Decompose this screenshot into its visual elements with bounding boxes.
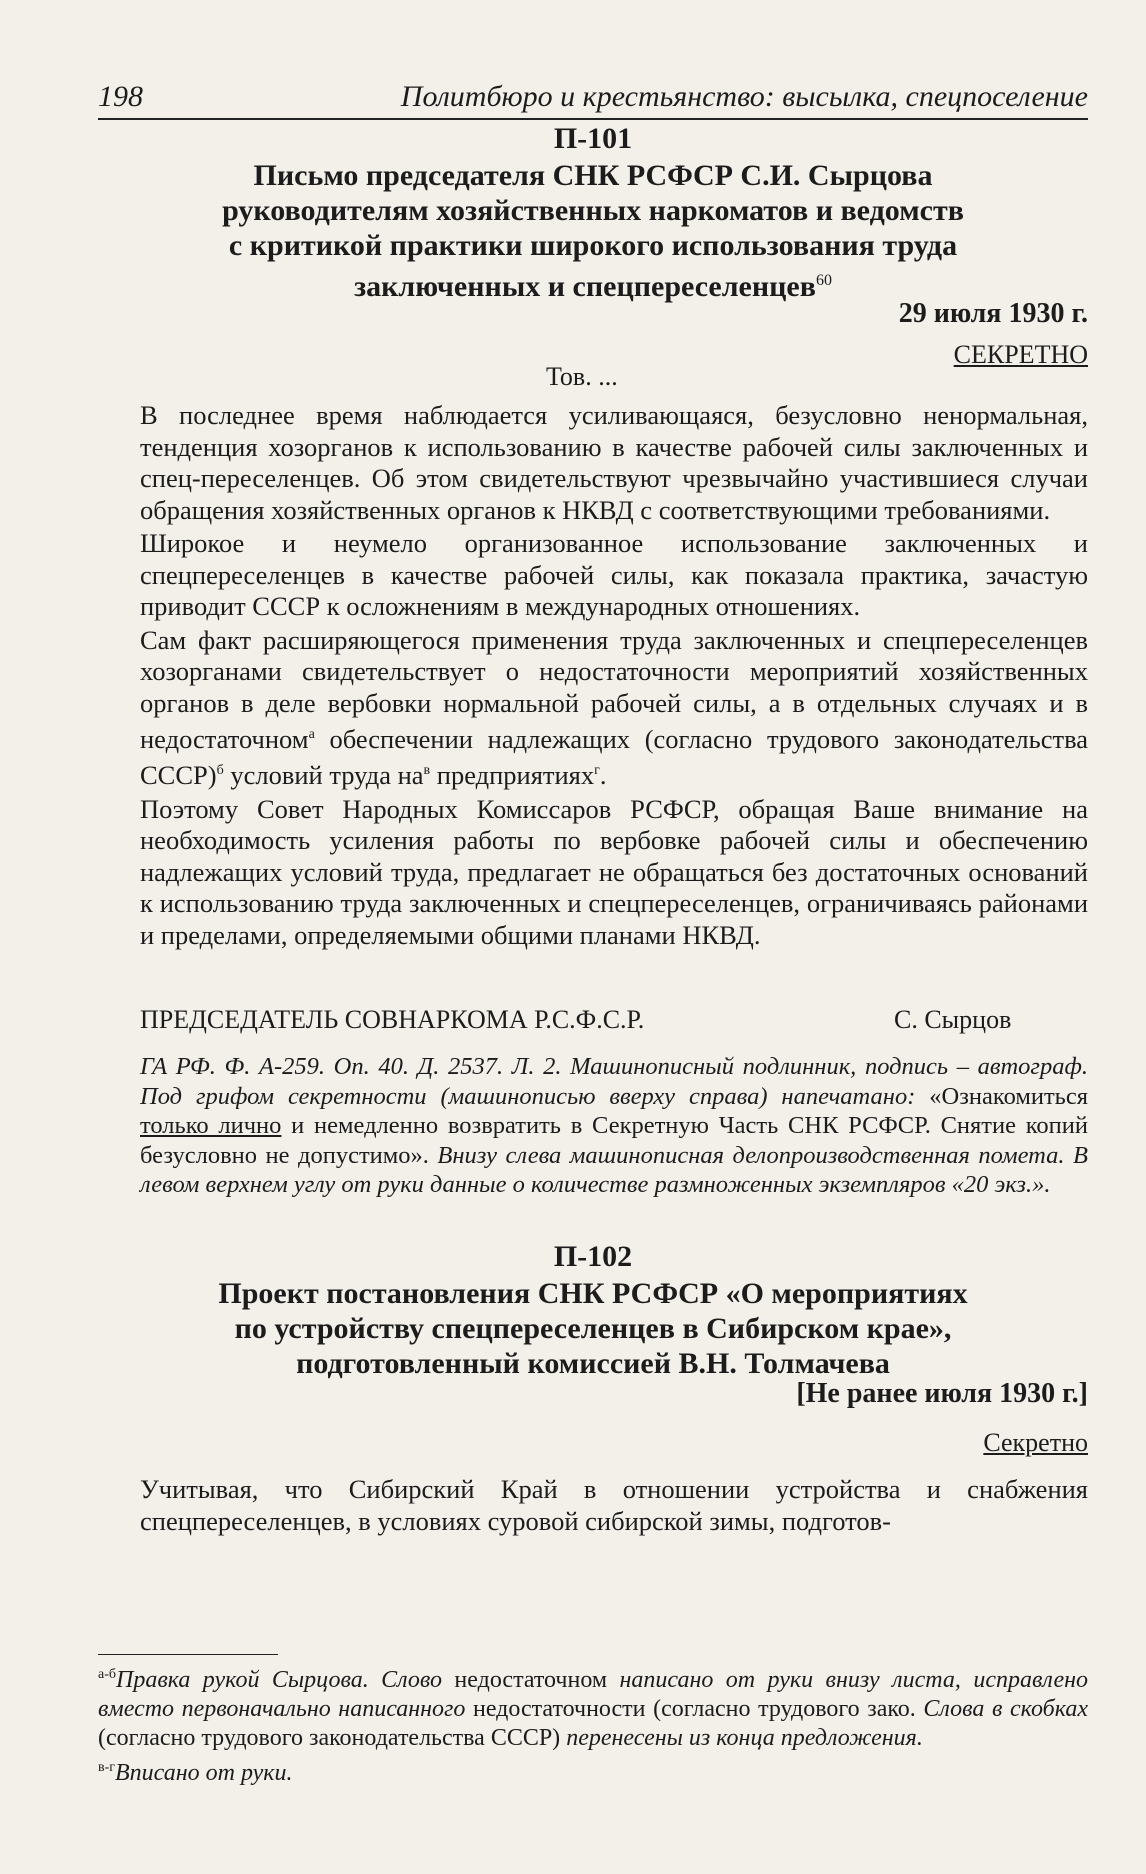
doc102-body (140, 1474, 1088, 1539)
doc102-date: [Не ранее июля 1930 г.] (796, 1378, 1088, 1409)
running-title: Политбюро и крестьянство: высылка, спецпоселение (400, 80, 1088, 113)
doc102-secret-stamp: Секретно (983, 1428, 1088, 1457)
doc101-title-line: заключенных и спецпереселенцев$^{60}$ (354, 270, 832, 303)
paragraph: Учитывая, что Сибирский Край в отношении устройства и снабжения спецпереселенцев, в условиях суровой сибирской зимы, подготов- (140, 1474, 1088, 1536)
doc101-secret-stamp: СЕКРЕТНО (953, 340, 1088, 369)
doc101-body (140, 400, 1088, 953)
footnote-rule (98, 1654, 278, 1655)
doc102-title-line: Проект постановления СНК РСФСР «О мероприятиях (218, 1277, 968, 1310)
doc102-title-line: подготовленный комиссией В.Н. Толмачева (296, 1347, 890, 1380)
doc102-title (150, 1276, 1036, 1381)
doc101-title (150, 158, 1036, 304)
footnote-ref: 60 (815, 272, 832, 289)
doc102-number: П-102 (553, 1240, 633, 1273)
doc101-date: 29 июля 1930 г. (898, 298, 1088, 329)
paragraph: В последнее время наблюдается усиливающаяся, безусловно ненормальная, тенденция хозорганов к использованию в качестве рабочей силы заключенных и спец-переселенцев. Об этом свидетельствуют чрезвычайно участившиеся случаи обращения хозяйственных органов к НКВД с соответствующими требованиями. (140, 400, 1088, 525)
doc101-title-line: с критикой практики широкого использования труда (228, 229, 958, 262)
footnotes (98, 1660, 1088, 1788)
page-number: 198 (98, 80, 143, 113)
doc101-title-line: Письмо председателя СНК РСФСР С.И. Сырцова (253, 159, 933, 192)
doc101-title-line: руководителям хозяйственных наркоматов и ведомств (222, 194, 964, 227)
paragraph: Широкое и неумело организованное использование заключенных и спецпереселенцев в качестве рабочей силы, как показала практика, зачастую приводит СССР к осложнениям в международных отношениях. (140, 528, 1088, 621)
doc101-archive-note: ГА РФ. Ф. А-259. Оп. 40. Д. 2537. Л. 2. Машинописный подлинник, подпись – автограф. Под грифом секретности (машинописью вверху справа) напечатано: «Ознакомиться только лично и немедленно возвратить в Секретную Часть СНК РСФСР. Снятие копий безусловно не допустимо». Внизу слева машинописная делопроизводственная помета. В левом верхнем углу от руки данные о количестве размноженных экземпляров «20 экз.». (140, 1053, 1088, 1198)
signature-title: ПРЕДСЕДАТЕЛЬ СОВНАРКОМА Р.С.Ф.С.Р. (140, 1005, 645, 1034)
doc101-salutation: Тов. ... (546, 362, 618, 391)
signature-name: С. Сырцов (894, 1005, 1012, 1034)
page-header (98, 78, 1088, 120)
paragraph: Сам факт расширяющегося применения труда заключенных и спецпереселенцев хозорганами свидетельствует о недостаточности мероприятий хозяйственных органов в деле вербовки нормальной рабочей силы, а в отдельных случаях и в недостаточном$^а$ обеспечении надлежащих (согласно трудового законодательства СССР)$^б$ условий труда $на^в$ предприятиях$^г$. (140, 624, 1088, 791)
footnote-vg: $^{в-г}$Вписано от руки. (98, 1760, 293, 1786)
paragraph: Поэтому Совет Народных Комиссаров РСФСР, обращая Ваше внимание на необходимость усиления работы по вербовке рабочей силы и обеспечению надлежащих условий труда, предлагает не обращаться без достаточных оснований к использованию труда заключенных и спецпереселенцев, ограничиваясь районами и пределами, определяемыми общими планами НКВД. (140, 793, 1088, 950)
doc101-number: П-101 (553, 122, 633, 155)
doc101-signature (140, 1005, 1040, 1035)
footnote-ab: $^{а-б}$Правка рукой Сырцова. Слово недостаточном написано от руки внизу листа, исправлено вместо первоначально написанного недостаточности (согласно трудового зако. Слова в скобках (согласно трудового законодательства СССР) перенесены из конца предложения. (98, 1667, 1089, 1751)
doc102-title-line: по устройству спецпереселенцев в Сибирском крае», (234, 1312, 952, 1345)
